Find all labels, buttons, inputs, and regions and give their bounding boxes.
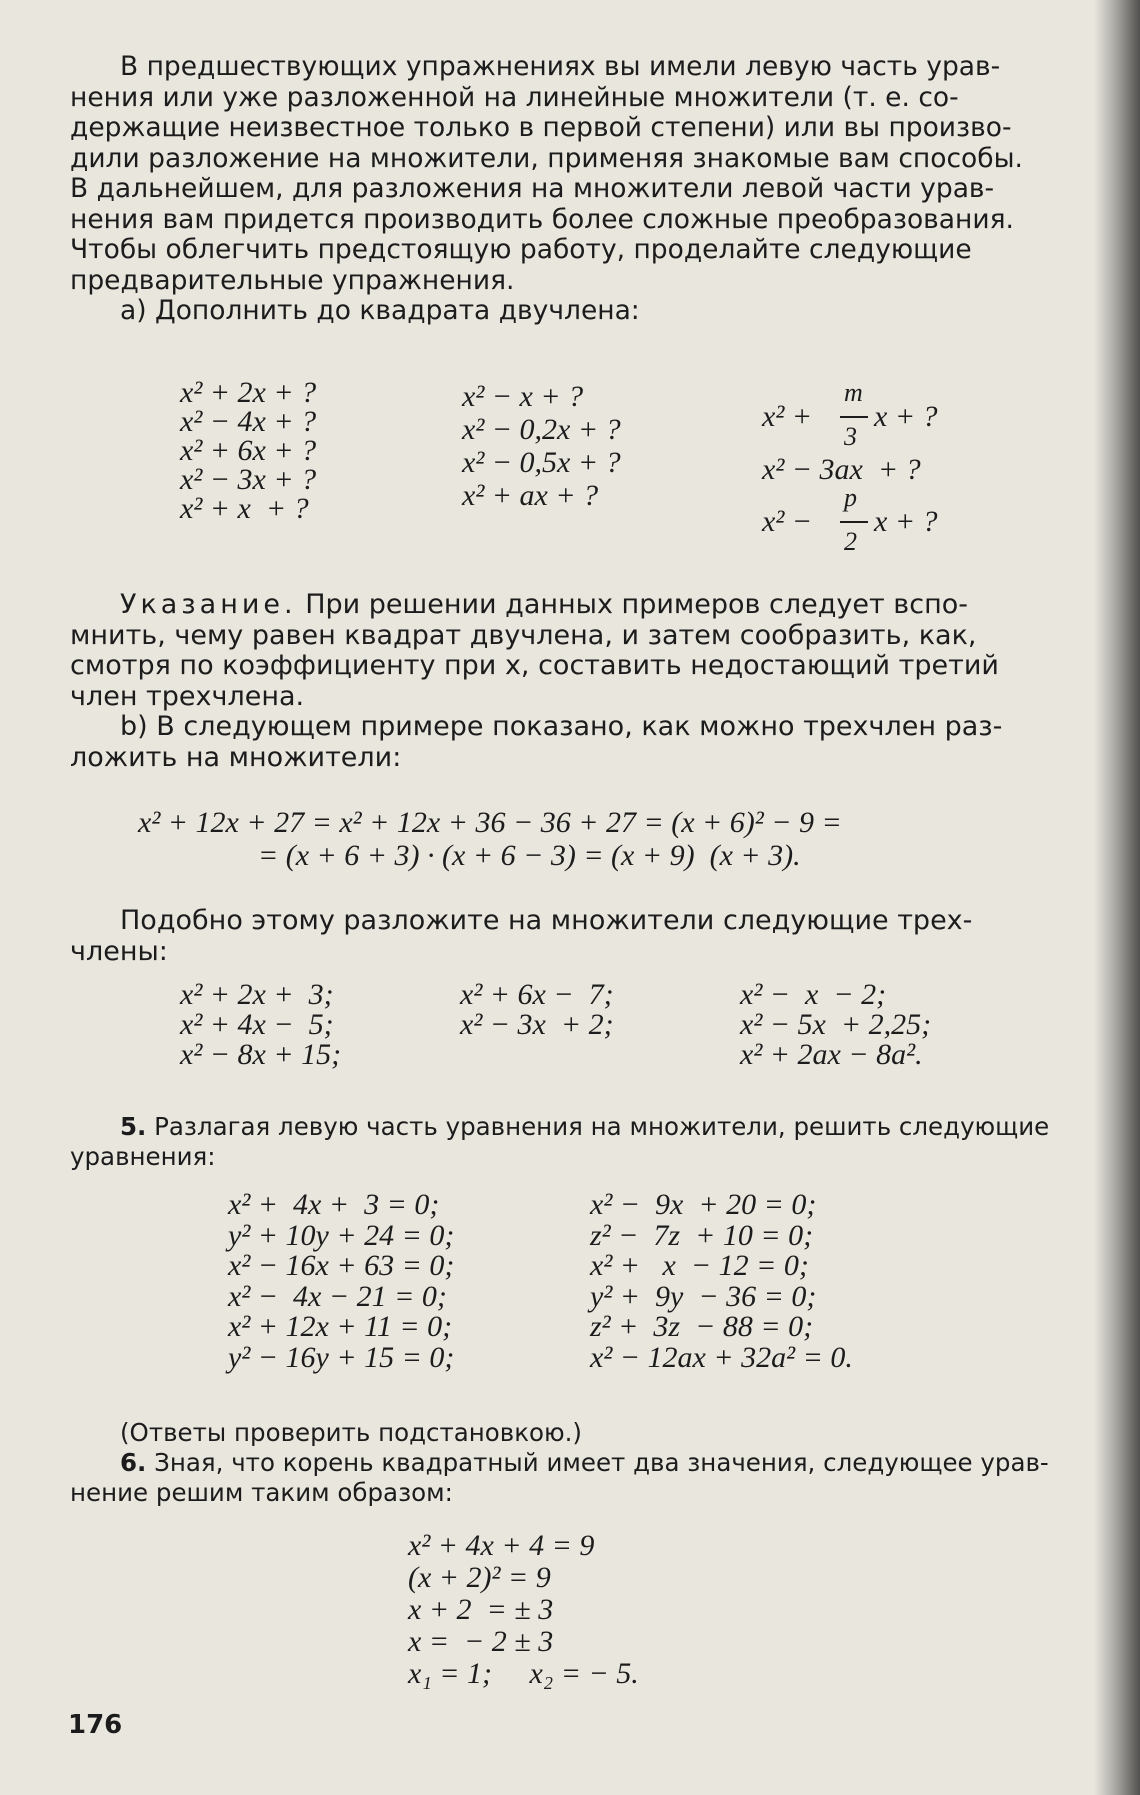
fraction-numerator: p — [844, 483, 857, 512]
expression: x² − 8x + 15; — [180, 1038, 342, 1071]
expression: x² + 2x + ? — [180, 376, 317, 409]
expression-prefix: x² + — [762, 400, 813, 433]
expression: x² + 6x + ? — [180, 434, 317, 467]
text-line: В предшествующих упражнениях вы имели левую часть урав- — [120, 51, 1001, 82]
fraction-bar — [840, 416, 868, 418]
equation: y² + 10y + 24 = 0; — [228, 1218, 455, 1252]
task-5-column-1 — [228, 1190, 454, 1373]
equation: z² − 7z + 10 = 0; — [590, 1218, 814, 1252]
expression: x² − x − 2; — [740, 978, 887, 1011]
expression: x² − 0,2x + ? — [462, 413, 621, 446]
text-line: смотря по коэффициенту при x, составить недостающий третий — [70, 650, 999, 681]
page-edge-shadow — [1094, 0, 1140, 1795]
equation: x² − 9x + 20 = 0; — [590, 1188, 817, 1221]
equation: x² − 12ax + 32a² = 0. — [590, 1340, 853, 1374]
text-line: При решении данных примеров следует вспо- — [296, 589, 968, 620]
text-line: уравнения: — [70, 1142, 216, 1171]
expression: x² − 3x + 2; — [460, 1008, 614, 1041]
expression: x² − x + ? — [462, 380, 584, 413]
expression: x² + x + ? — [180, 492, 309, 525]
intro-paragraph — [70, 52, 1080, 327]
expression: x² − 3ax + ? — [762, 453, 921, 486]
equation: y² − 16y + 15 = 0; — [228, 1340, 455, 1374]
fraction-denominator: 3 — [844, 422, 857, 451]
part-a-column-1 — [180, 378, 316, 523]
expression: x² − 0,5x + ? — [462, 446, 621, 479]
text-line: дили разложение на множители, применяя знакомые вам способы. — [70, 142, 1023, 174]
expression: x² + 2x + 3; — [180, 978, 334, 1011]
text-line: В дальнейшем, для разложения на множители левой части урав- — [70, 173, 995, 204]
task-6-solution — [408, 1530, 639, 1690]
equation: y² + 9y − 36 = 0; — [590, 1279, 817, 1313]
text-line: Разлагая левую часть уравнения на множители, решить следующие — [146, 1112, 1050, 1141]
fraction-numerator: m — [844, 378, 863, 407]
solution-step: x + 2 = ± 3 — [408, 1593, 554, 1626]
similar-paragraph — [70, 906, 1080, 967]
text-line: держащие неизвестное только в первой степени) или вы произво- — [70, 112, 1012, 143]
answers-note: (Ответы проверить подстановкою.) — [120, 1418, 582, 1447]
equation: x² − 4x − 21 = 0; — [228, 1279, 447, 1313]
solution-step: (x + 2)² = 9 — [408, 1561, 551, 1594]
solution-step: x₁ = 1; x₂ = − 5. — [408, 1657, 639, 1690]
text-line: b) В следующем примере показано, как можно трехчлен раз- — [120, 711, 1003, 742]
equation: x² − 16x + 63 = 0; — [228, 1249, 455, 1282]
task-5-paragraph — [70, 1112, 1080, 1172]
trinomials-column-3 — [740, 980, 931, 1070]
hint-label: Указание. — [120, 589, 297, 620]
text-line: члены: — [70, 935, 168, 967]
text-line: нение решим таким образом: — [70, 1478, 453, 1507]
text-line: Зная, что корень квадратный имеет два значения, следующее урав- — [146, 1448, 1049, 1477]
equation: z² + 3z − 88 = 0; — [590, 1310, 814, 1343]
equation: x² + 4x + 3 = 0; — [228, 1188, 440, 1221]
task-number: 6. — [120, 1448, 147, 1477]
expression-prefix: x² − — [762, 505, 813, 538]
text-line: ложить на множители: — [70, 741, 402, 773]
text-line: Подобно этому разложите на множители следующие трех- — [120, 905, 973, 936]
trinomials-column-1 — [180, 980, 341, 1070]
equation: x² + x − 12 = 0; — [590, 1249, 809, 1282]
trinomials-column-2 — [460, 980, 614, 1040]
expression-suffix: x + ? — [874, 400, 938, 433]
expression: x² − 4x + ? — [180, 405, 317, 438]
text-line: мнить, чему равен квадрат двучлена, и затем сообразить, как, — [70, 619, 977, 651]
task-6-paragraph — [70, 1418, 1080, 1508]
fraction-denominator: 2 — [844, 527, 857, 556]
expression: x² − 5x + 2,25; — [740, 1008, 932, 1041]
task-5-column-2 — [590, 1190, 853, 1373]
expression-suffix: x + ? — [874, 505, 938, 538]
expression: x² + 2ax − 8a². — [740, 1038, 923, 1071]
hint-paragraph — [70, 590, 1080, 773]
text-line: Чтобы облегчить предстоящую работу, проделайте следующие — [70, 234, 972, 265]
text-line: нения или уже разложенной на линейные множители (т. е. со- — [70, 81, 959, 113]
expression: x² − 3x + ? — [180, 463, 317, 496]
solution-step: x² + 4x + 4 = 9 — [408, 1529, 595, 1562]
example-line: x² + 12x + 27 = x² + 12x + 36 − 36 + 27 = (x + 6)² − 9 = — [138, 806, 842, 839]
expression: x² + 6x − 7; — [460, 978, 614, 1011]
fraction-bar — [840, 521, 868, 523]
equation: x² + 12x + 11 = 0; — [228, 1310, 453, 1343]
solution-step: x = − 2 ± 3 — [408, 1625, 554, 1658]
part-a-column-2 — [462, 380, 621, 512]
example-factorization — [138, 806, 842, 872]
text-line: предварительные упражнения. — [70, 264, 515, 296]
task-number: 5. — [120, 1112, 147, 1141]
expression: x² + ax + ? — [462, 479, 599, 512]
example-line: = (x + 6 + 3) · (x + 6 − 3) = (x + 9) (x + 3). — [258, 839, 801, 872]
page-number: 176 — [68, 1710, 123, 1740]
text-line: член трехчлена. — [70, 680, 305, 712]
expression: x² + 4x − 5; — [180, 1008, 334, 1041]
part-a-title: а) Дополнить до квадрата двучлена: — [120, 295, 640, 326]
text-line: нения вам придется производить более сложные преобразования. — [70, 203, 1014, 235]
